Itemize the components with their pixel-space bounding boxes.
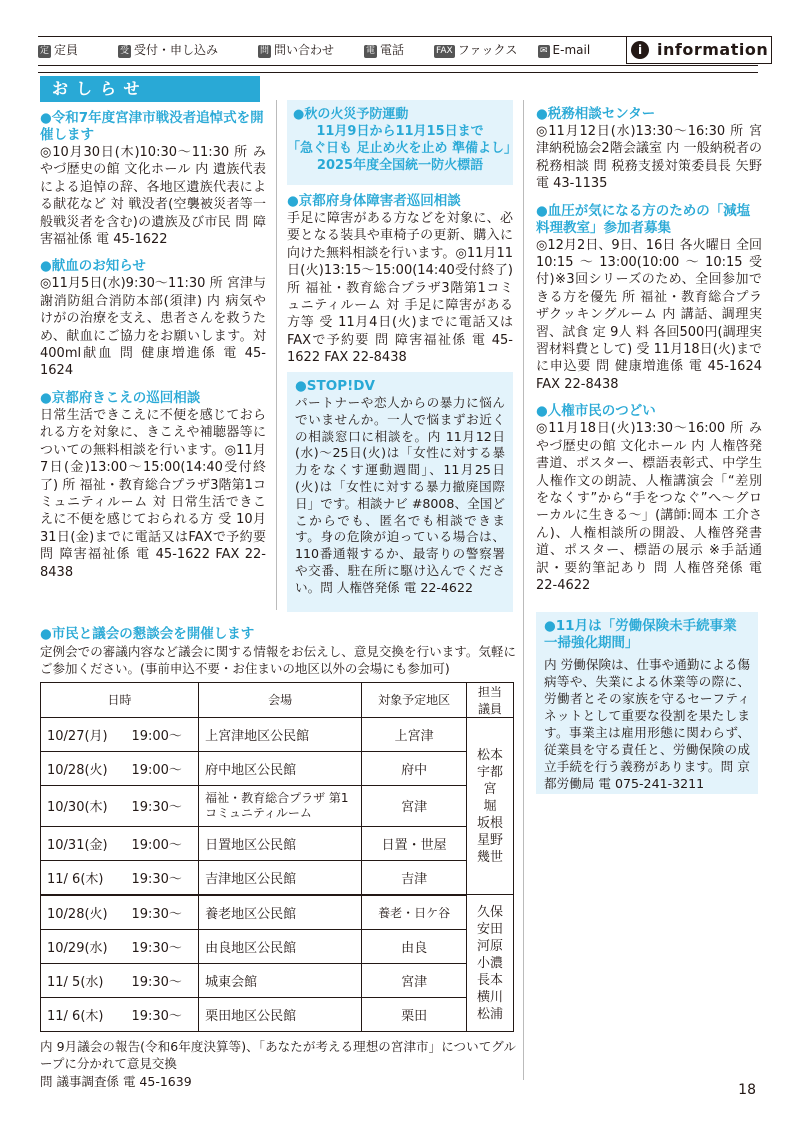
- notice-title: ●献血のお知らせ: [40, 258, 146, 275]
- column-1: [40, 110, 266, 581]
- legend-item: ✉ E-mail: [540, 43, 591, 57]
- notice-body: 日常生活できこえに不便を感じておられる方を対象に、きこえや補聴器等についての無料相談を行います。◎11月7日(金)13:00〜15:00(14:40受付終了) 所 福祉・教育総合プラザ3階第1コミュニティルーム 対 日常生活できこえに不便を感じておられる方 受 10月31日(金)までに電話又はFAXで予約要 問 障害福祉係 電 45-1622 FAX 22-8438: [40, 407, 266, 580]
- council-title: ●市民と議会の懇談会を開催します: [40, 626, 255, 642]
- box-title: ●STOP!DV: [295, 378, 375, 394]
- notice-body: ◎11月5日(水)9:30〜11:30 所 宮津与謝消防組合消防本部(須津) 内 病気やけがの治療を支え、患者さんを救うため、献血にご協力をお願いします。対 400ml献血 問 健康増進係 電 45-1624: [40, 276, 266, 379]
- notice-title: ●京都府きこえの巡回相談: [40, 389, 201, 406]
- fire-prevention-box: [287, 100, 518, 185]
- council-section: [40, 626, 516, 1090]
- column-divider: [523, 100, 524, 1080]
- column-header: 担当議員: [467, 682, 514, 717]
- divider: [38, 72, 758, 73]
- box-title: ●秋の火災予防運動: [293, 107, 409, 122]
- column-3: [536, 106, 762, 594]
- table-row: 10/28(火) 19:00〜 府中地区公民館 府中: [41, 751, 514, 785]
- dv-box: [287, 372, 513, 612]
- section-title: おしらせ: [40, 76, 260, 102]
- notice-memorial: [40, 110, 266, 248]
- information-header: [626, 36, 772, 64]
- notice-human-rights: [536, 403, 762, 594]
- legend-item: 定 定員: [40, 43, 79, 57]
- council-table: [40, 682, 514, 1032]
- box-body: 内 労働保険は、仕事や通勤による傷病等や、失業による休業等の際に、労働者とその家族を守るセーフティネットとして重要な役割を果たします。事業主は雇用形態に関わらず、従業員を守る責任と、労働保険の成立手続を行う義務があります。問 京都労働局 電 075-241-3211: [544, 657, 750, 791]
- legend-item: 受 受付・申し込み: [120, 43, 219, 57]
- table-row: 11/ 6(木) 19:30〜 栗田地区公民館 栗田: [41, 997, 514, 1031]
- table-row: 11/ 6(木) 19:30〜 吉津地区公民館 吉津: [41, 860, 514, 895]
- legend-item: 問 問い合わせ: [260, 43, 335, 57]
- notice-title: ●京都府身体障害者巡回相談: [287, 193, 461, 209]
- notice-body: ◎11月18日(火)13:30〜16:00 所 みやづ歴史の館 文化ホール 内 人権啓発書道、ポスター、標語表彰式、中学生人権作文の朗読、人権講演会「“差別をなくす”から“手をつなぐ”へ〜グローカルに生きる〜」(講師:岡本 工介さん)、人権相談所の開設、人権啓発書道、ポスター、標語の展示 ※手話通訳・要約筆記あり 問 人権啓発係 電 22-4622: [536, 421, 762, 593]
- notice-title: ●血圧が気になる方のための「減塩料理教室」参加者募集: [536, 202, 751, 236]
- column-header: 対象予定地区: [362, 682, 467, 717]
- info-icon: i: [631, 41, 649, 59]
- labor-insurance-box: [536, 612, 758, 794]
- information-label: information: [657, 40, 769, 59]
- notice-body: ◎10月30日(木)10:30〜11:30 所 みやづ歴史の館 文化ホール 内 遺族代表による追悼の辞、各地区遺族代表による献花など 対 戦没者(空襲被災者等一般戦災者を含む)の遺族及び市民 問 障害福祉係 電 45-1622: [40, 145, 266, 248]
- members-cell: 松本 宇都宮 堀 坂根 星野 幾世: [467, 717, 514, 895]
- table-row: 10/28(火) 19:30〜 養老地区公民館 養老・日ケ谷 久保 安田 河原 小濃 長本 横川 松浦: [41, 895, 514, 930]
- notice-body: ◎11月12日(水)13:30〜16:30 所 宮津納税協会2階会議室 内 一般納税者の税務相談 問 税務支援対策委員長 矢野 電 43-1135: [536, 124, 762, 192]
- notice-hearing: [40, 390, 266, 581]
- notice-cooking: [536, 203, 762, 394]
- column-header: 会場: [199, 682, 362, 717]
- notice-title: ●令和7年度宮津市戦没者追悼式を開催します: [40, 110, 264, 143]
- notice-blood: [40, 258, 266, 379]
- box-body: パートナーや恋人からの暴力に悩んでいませんか。一人で悩まずお近くの相談窓口に相談を。内 11月12日(水)〜25日(火)は「女性に対する暴力をなくす運動週間」、11月25日(火)は「女性に対する暴力撤廃国際日」です。相談ナビ #8008、全国どこからでも、匿名でも相談できます。身の危険が迫っている場合は、110番通報するか、最寄りの警察署や交番、駐在所に駆け込んでください。問 人権啓発係 電 22-4622: [295, 395, 505, 595]
- notice-body: ◎12月2日、9日、16日 各火曜日 全回10:15〜13:00(10:00〜10:15受付)※3回シリーズのため、全回参加できる方を優先 所 福祉・教育総合プラザクッキングルーム 内 講話、調理実習、試食 定 9人 料 各回500円(調理実習材料費として) 受 11月18日(火)までに申込要 問 健康増進係 電 45-1624 FAX 22-8438: [536, 237, 762, 392]
- council-footer: 内 9月議会の報告(令和6年度決算等)、「あなたが考える理想の宮津市」についてグループに分かれて意見交換: [40, 1038, 516, 1072]
- notice-tax: [536, 106, 762, 193]
- table-row: 10/29(水) 19:30〜 由良地区公民館 由良: [41, 929, 514, 963]
- notice-body-consult: [287, 193, 513, 367]
- legend-item: 電 電話: [366, 43, 405, 57]
- notice-title: ●人権市民のつどい: [536, 403, 656, 420]
- council-contact: 問 議事調査係 電 45-1639: [40, 1073, 192, 1089]
- table-row: 10/30(木) 19:30〜 福祉・教育総合プラザ 第1コミュニティルーム 宮津: [41, 785, 514, 826]
- box-title: ●11月は「労働保険未手続事業一掃強化期間」: [544, 618, 737, 651]
- box-line: 11月9日から11月15日まで: [316, 124, 484, 139]
- table-row: 11/ 5(水) 19:30〜 城東会館 宮津: [41, 963, 514, 997]
- table-row: 10/27(月) 19:00〜 上宮津地区公民館 上宮津 松本 宇都宮 堀 坂根 星野 幾世: [41, 717, 514, 751]
- legend-item: FAX ファックス: [436, 43, 518, 57]
- column-header: 日時: [41, 682, 199, 717]
- members-cell: 久保 安田 河原 小濃 長本 横川 松浦: [467, 895, 514, 1032]
- page-number: 18: [738, 1082, 756, 1098]
- notice-body: 手足に障害がある方などを対象に、必要となる装具や車椅子の更新、購入に向けた無料相談を行います。◎11月11日(火)13:15〜15:00(14:40受付終了) 所 福祉・教育総合プラザ3階第1コミュニティルーム 対 手足に障害がある方等 受 11月4日(火)までに電話又はFAXで予約要 問 障害福祉係 電 45-1622 FAX 22-8438: [287, 211, 513, 366]
- table-row: 10/31(金) 19:00〜 日置地区公民館 日置・世屋: [41, 826, 514, 860]
- table-header-row: [41, 682, 514, 717]
- box-line: 「急ぐ日も 足止め火を止め 準備よし」: [287, 141, 518, 156]
- column-divider: [276, 100, 277, 610]
- notice-title: ●税務相談センター: [536, 106, 656, 122]
- council-intro: 定例会での審議内容など議会に関する情報をお伝えし、意見交換を行います。気軽にご参加ください。(事前申込不要・お住まいの地区以外の会場にも参加可): [40, 644, 516, 677]
- box-line: 2025年度全国統一防火標語: [316, 158, 484, 173]
